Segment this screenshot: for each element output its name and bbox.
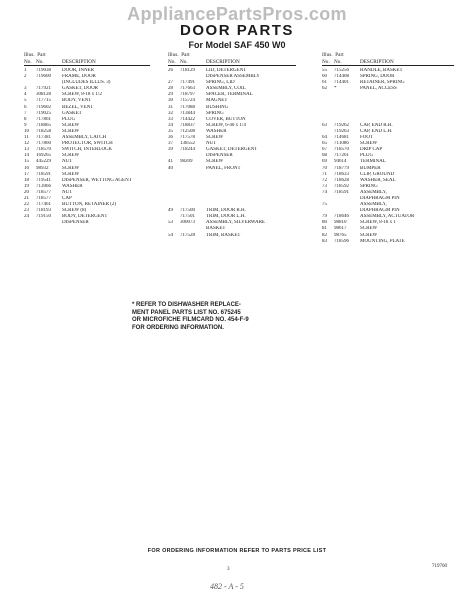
- part-number: 719600: [36, 74, 51, 80]
- illus-number: 55: [322, 68, 327, 73]
- part-number: 718570: [36, 147, 51, 153]
- part-description: SCREW: [360, 226, 378, 232]
- no-label: No.: [180, 58, 188, 65]
- part-number: 98810: [334, 220, 347, 226]
- illus-number: 10: [24, 128, 29, 134]
- part-description: FRAME, DOOR: [62, 74, 96, 80]
- part-number: 718596: [334, 238, 349, 244]
- part-description: NUT: [62, 159, 73, 165]
- part-description: BODY, VENT: [62, 98, 92, 104]
- part-number: 713844: [180, 110, 195, 116]
- part-description: ASSEMBLY, ACTUATOR: [360, 214, 415, 220]
- part-description: PLUG: [62, 116, 76, 122]
- part-description: HANDLE, BASKET: [360, 68, 403, 73]
- part-number: 714422: [180, 116, 195, 122]
- part-number: 300073: [180, 220, 195, 226]
- part-number: 719263: [334, 128, 349, 134]
- illus-number: 71: [322, 171, 327, 177]
- illus-number: 15: [24, 159, 29, 165]
- page-subtitle: For Model SAF 450 W0: [188, 40, 286, 50]
- part-row: [322, 239, 454, 245]
- part-number: 169265: [36, 153, 51, 159]
- illus-number: 75: [322, 202, 327, 208]
- illus-number: 9: [24, 122, 27, 128]
- part-number: *: [334, 86, 337, 92]
- part-number: 445229: [36, 159, 51, 165]
- part-description: DISPENSER, WETTING AGENT: [62, 177, 132, 183]
- part-number: 717578: [180, 135, 195, 141]
- illus-number: 26: [168, 68, 173, 73]
- illus-number: 49: [168, 208, 173, 214]
- part-description: SPRING, DOOR: [360, 74, 395, 80]
- parts-column-3: [322, 52, 454, 245]
- page-number: 3: [227, 567, 230, 572]
- part-description: ASSEMBLY, LATCH: [62, 135, 107, 141]
- no-label: No.: [36, 58, 44, 65]
- illus-number: 64: [322, 135, 327, 141]
- illus-number: 6: [24, 104, 27, 110]
- part-description: DOOR, INNER: [62, 68, 94, 73]
- part-description: PROTECTOR, SWITCH: [62, 141, 113, 147]
- illus-number: 13: [24, 147, 29, 153]
- illus-number: 28: [168, 86, 173, 92]
- part-number: 719541: [36, 177, 51, 183]
- illus-number: 11: [24, 135, 29, 141]
- illus-number: 3: [24, 86, 27, 92]
- part-number: 718628: [334, 177, 349, 183]
- part-number: 719150: [36, 214, 51, 220]
- part-number: 717461: [36, 202, 51, 208]
- illus-number: 53: [168, 220, 173, 226]
- illus-number: 17: [24, 171, 29, 177]
- parts-rows: [168, 68, 296, 239]
- part-number: 714681: [334, 135, 349, 141]
- part-number: 138552: [180, 141, 195, 147]
- part-description: SCREW: [206, 135, 224, 141]
- replacement-panel-note: * REFER TO DISHWASHER REPLACE- MENT PANEL PARTS LIST NO. 675245 OR MICROFICHE FILMCARD NO. 454-F-9 FOR ORDERING INFORMATION.: [132, 302, 249, 331]
- illus-number: 73: [322, 183, 327, 189]
- part-number: 718797: [180, 92, 195, 98]
- part-description: WASHER: [206, 128, 227, 134]
- part-description: SPRING: [360, 183, 378, 189]
- part-label: Part: [335, 52, 344, 58]
- illus-number: 70: [322, 165, 327, 171]
- illus-number: 30: [168, 98, 173, 104]
- part-description: LID, DETERGENT: [206, 68, 247, 73]
- part-number: 719602: [36, 104, 51, 110]
- part-description: TRIM, BASKET: [206, 232, 241, 238]
- part-description: SWITCH, INTERLOCK: [62, 147, 112, 153]
- illus-number: 40: [168, 165, 173, 171]
- illus-number: 32: [168, 110, 173, 116]
- part-description: MOUNTING, PLATE: [360, 238, 405, 244]
- parts-rows: [24, 68, 150, 226]
- part-number: 717501: [180, 214, 195, 220]
- part-description: SCREW (8): [62, 208, 87, 214]
- part-description: BASKET: [206, 226, 226, 232]
- part-number: 718865: [36, 122, 51, 128]
- part-number: 98209: [180, 159, 193, 165]
- part-description: SCREW: [62, 171, 80, 177]
- part-description: SPRING: [206, 110, 224, 116]
- part-number: 717500: [180, 208, 195, 214]
- part-number: 718129: [180, 68, 195, 73]
- parts-column-2: [168, 52, 296, 239]
- illus-number: 19: [24, 183, 29, 189]
- illus-number: 67: [322, 147, 327, 153]
- illus-number: 7: [24, 110, 27, 116]
- part-description: GASKET: [62, 110, 82, 116]
- part-description: SPRING, LID: [206, 80, 235, 86]
- part-description: WASHER, SEAL: [360, 177, 396, 183]
- illus-label: Illus.: [24, 52, 35, 58]
- part-description: PANEL, FRONT: [206, 165, 241, 171]
- part-description: BUMPER: [360, 165, 381, 171]
- part-number: 718592: [334, 183, 349, 189]
- illus-number: 69: [322, 159, 327, 165]
- part-description: SCREW, 8-18 x 1: [360, 220, 396, 226]
- part-description: DISPENSER: [62, 220, 89, 226]
- part-number: 718577: [36, 195, 51, 201]
- description-label: DESCRIPTION: [206, 58, 240, 65]
- illus-number: 41: [168, 159, 173, 165]
- part-number: 718837: [180, 122, 195, 128]
- part-description: BUSHING: [206, 104, 229, 110]
- parts-column-1: [24, 52, 150, 226]
- part-description: TRIM, DOOR R.H.: [206, 208, 246, 214]
- ordering-footer: FOR ORDERING INFORMATION REFER TO PARTS PRICE LIST: [147, 548, 327, 554]
- part-number: 719025: [36, 110, 51, 116]
- part-number: 717381: [36, 135, 51, 141]
- part-description: GASKET, DETERGENT: [206, 147, 258, 153]
- page-title: DOOR PARTS: [180, 22, 294, 39]
- illus-number: 22: [24, 202, 29, 208]
- part-number: 717663: [180, 86, 195, 92]
- part-description: DISPENSER ASSEMBLY: [206, 74, 260, 80]
- part-number: 718570: [334, 147, 349, 153]
- illus-number: 31: [168, 104, 173, 110]
- part-description: SCREW: [62, 128, 80, 134]
- part-number: 718633: [334, 171, 349, 177]
- description-label: DESCRIPTION: [360, 58, 394, 65]
- part-description: ASSEMBLY, COIL: [206, 86, 246, 92]
- part-number: 718193: [36, 208, 51, 214]
- part-number: 711086: [334, 141, 349, 147]
- illus-number: 16: [24, 165, 29, 171]
- illus-number: 34: [168, 122, 173, 128]
- part-description: NUT: [62, 189, 73, 195]
- illus-number: 83: [322, 238, 327, 244]
- illus-number: 1: [24, 68, 27, 73]
- illus-number: 39: [168, 147, 173, 153]
- part-description: BUTTON, RETAINER (2): [62, 202, 117, 208]
- part-number: 719038: [36, 68, 51, 73]
- part-number: 712508: [180, 128, 195, 134]
- illus-number: 62: [322, 86, 327, 92]
- part-description: DISPENSER: [206, 153, 233, 159]
- part-description: SCREW: [62, 122, 80, 128]
- handwritten-note: 482 - A - 5: [210, 582, 244, 591]
- column-header-bottom: [168, 59, 296, 67]
- part-number: 713066: [36, 183, 51, 189]
- illus-number: 65: [322, 141, 327, 147]
- description-label: DESCRIPTION: [62, 58, 96, 65]
- part-description: DIAPHRAGM PIN: [360, 208, 400, 214]
- illus-number: 21: [24, 195, 29, 201]
- part-description: PANEL, ACCESS: [360, 86, 397, 92]
- illus-number: 81: [322, 226, 327, 232]
- illus-number: 8: [24, 116, 27, 122]
- illus-number: 68: [322, 153, 327, 159]
- part-number: 717088: [180, 104, 195, 110]
- part-description: SCREW: [62, 165, 80, 171]
- illus-number: 14: [24, 153, 29, 159]
- illus-number: 20: [24, 189, 29, 195]
- part-number: 717491: [180, 80, 195, 86]
- part-number: 717528: [180, 232, 195, 238]
- part-description: SCREW: [206, 159, 224, 165]
- part-number: 715256: [334, 68, 349, 73]
- illus-number: 23: [24, 208, 29, 214]
- part-description: SCREW: [360, 232, 378, 238]
- illus-number: 33: [168, 116, 173, 122]
- part-label: Part: [181, 52, 190, 58]
- part-description: SPACER, TERMINAL: [206, 92, 253, 98]
- illus-number: 12: [24, 141, 29, 147]
- part-description: BODY, DETERGENT: [62, 214, 108, 220]
- column-header-bottom: [24, 59, 150, 67]
- illus-number: 79: [322, 214, 327, 220]
- column-header-bottom: [322, 59, 454, 67]
- part-description: BEZEL, VENT: [62, 104, 94, 110]
- part-number: 717921: [36, 86, 51, 92]
- illus-number: 18: [24, 177, 29, 183]
- parts-rows: [322, 68, 454, 245]
- illus-number: 63: [322, 122, 327, 128]
- no-label: No.: [24, 58, 32, 65]
- illus-number: 61: [322, 80, 327, 86]
- part-number: 715724: [180, 98, 195, 104]
- part-description: ASSEMBLY,: [360, 189, 387, 195]
- part-description: MAGNET: [206, 98, 228, 104]
- part-description: SCREW: [360, 141, 378, 147]
- part-description: (INCLUDES ILLUS. 3): [62, 80, 111, 86]
- illus-number: 27: [168, 80, 173, 86]
- illus-number: 80: [322, 220, 327, 226]
- part-number: 718779: [334, 165, 349, 171]
- part-number: 308128: [36, 92, 51, 98]
- part-number: 718258: [36, 128, 51, 134]
- illus-number: 72: [322, 177, 327, 183]
- part-number: 717715: [36, 98, 51, 104]
- part-number: 98617: [334, 226, 347, 232]
- part-description: TERMINAL: [360, 159, 386, 165]
- part-number: 98932: [36, 165, 49, 171]
- illus-number: 82: [322, 232, 327, 238]
- part-description: GASKET, DOOR: [62, 86, 99, 92]
- part-description: SCREW, 6-40 x 1/4: [206, 122, 246, 128]
- part-description: RETAINER, SPRING: [360, 80, 405, 86]
- part-number: 717861: [36, 116, 51, 122]
- part-description: PLUG: [360, 153, 374, 159]
- part-number: 714401: [334, 80, 349, 86]
- part-description: NUT: [206, 141, 217, 147]
- no-label: No.: [334, 58, 342, 65]
- part-description: COVER, BUTTON: [206, 116, 246, 122]
- part-number: 718244: [180, 147, 195, 153]
- illus-number: 74: [322, 189, 327, 195]
- part-description: FOOT: [360, 135, 374, 141]
- illus-number: 24: [24, 214, 29, 220]
- document-code: 719760: [432, 564, 447, 569]
- part-number: 719262: [334, 122, 349, 128]
- illus-label: Illus.: [168, 52, 179, 58]
- part-row: [24, 220, 150, 226]
- part-number: 717261: [334, 153, 349, 159]
- part-number: 718646: [334, 214, 349, 220]
- illus-label: Illus.: [322, 52, 333, 58]
- part-description: ASSEMBLY, SILVERWARE: [206, 220, 265, 226]
- illus-number: 36: [168, 135, 173, 141]
- part-description: WASHER: [62, 183, 83, 189]
- illus-number: 5: [24, 98, 27, 104]
- illus-number: 60: [322, 74, 327, 80]
- part-label: Part: [37, 52, 46, 58]
- part-description: ASSEMBLY,: [360, 202, 387, 208]
- part-number: 714408: [334, 74, 349, 80]
- illus-number: 35: [168, 128, 173, 134]
- part-number: 98765: [334, 232, 347, 238]
- part-description: CAP: [62, 195, 72, 201]
- part-description: TRIM, DOOR L.H.: [206, 214, 246, 220]
- part-description: CAP, END R.H.: [360, 122, 393, 128]
- part-description: DRIP CAP: [360, 147, 383, 153]
- no-label: No.: [168, 58, 176, 65]
- part-number: 718591: [334, 189, 349, 195]
- part-description: SCREW, 8-18 x 1/2: [62, 92, 102, 98]
- part-row: [168, 233, 296, 239]
- part-number: 717860: [36, 141, 51, 147]
- part-description: DIAPHRAGM PIN: [360, 195, 400, 201]
- part-description: CLIP, GROUND: [360, 171, 395, 177]
- no-label: No.: [322, 58, 330, 65]
- illus-number: 37: [168, 141, 173, 147]
- illus-number: 2: [24, 74, 27, 80]
- watermark: AppliancePartsPros.com: [127, 4, 347, 24]
- part-number: 718591: [36, 171, 51, 177]
- part-number: 718577: [36, 189, 51, 195]
- illus-number: 54: [168, 232, 173, 238]
- illus-number: 4: [24, 92, 27, 98]
- part-number: 94614: [334, 159, 347, 165]
- part-description: SCREW: [62, 153, 80, 159]
- illus-number: 29: [168, 92, 173, 98]
- part-description: CAP, END L.H.: [360, 128, 393, 134]
